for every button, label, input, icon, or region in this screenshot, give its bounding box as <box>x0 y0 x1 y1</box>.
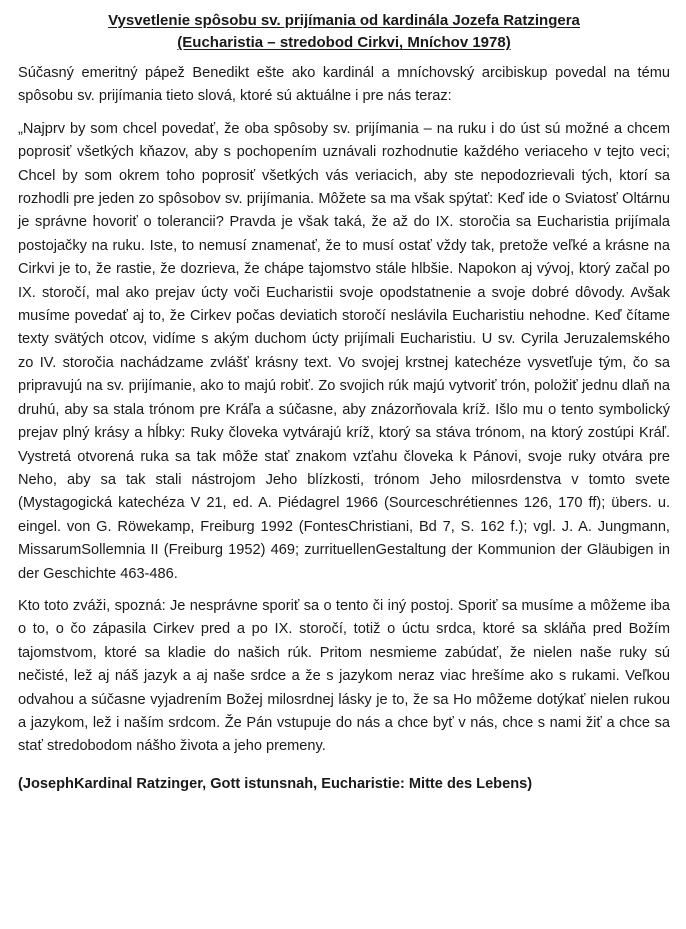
quote-paragraph: „Najprv by som chcel povedať, že oba spôsoby sv. prijímania – na ruku i do úst sú možné a chcem poprosiť všetkých kňazov, aby s pochopením uznávali rozhodnutie každého veriaceho v tejto veci; Chcel by som okrem toho poprosiť všetkých vás veriacich, aby ste nepodozrievali tých, ktorí sa rozhodli pre jeden zo spôsobov sv. prijímania. Môžete sa ma však spýtať: Keď ide o Sviatosť Oltárnu je správne hovoriť o tolerancii? Pravda je však taká, že až do IX. storočia sa Eucharistia prijímala postojačky na ruku. Iste, to nemusí znamenať, že to musí ostať vždy tak, pretože veľké a krásne na Cirkvi je to, že rastie, že dozrieva, že chápe tajomstvo stále hlbšie. Napokon aj vývoj, ktorý začal po IX. storočí, mal ako prejav úcty voči Eucharistii svoje opodstatnenie a svoje dobré dôvody. Avšak musíme povedať aj to, že Cirkev počas deviatich storočí neslávila Eucharistiu nehodne. Keď čítame texty svätých otcov, vidíme s akým duchom úcty prijímali Eucharistiu. U sv. Cyrila Jeruzalemského zo IV. storočia nachádzame zvlášť krásny text. Vo svojej krstnej katechéze vysvetľuje tým, čo sa pripravujú na sv. prijímanie, ako to majú robiť. Zo svojich rúk majú vytvoriť trón, položiť jednu dlaň na druhú, aby sa stala trónom pre Kráľa a súčasne, aby znázorňovala kríž. Išlo mu o tento symbolický prejav plný krásy a hĺbky: Ruky človeka vytvárajú kríž, ktorý sa stáva trónom, na ktorý zostúpi Kráľ. Vystretá otvorená ruka sa tak môže stať znakom vzťahu človeka k Pánovi, svoje ruky otvára pre Neho, aby sa tak stali nástrojom Jeho blízkosti, trónom Jeho milosrdenstva v tomto svete (Mystagogická katechéza V 21, ed. A. Piédagrel 1966 (Sourceschrétiennes 126, 170 ff); übers. u. eingel. von G. Röwekamp, Freiburg 1992 (FontesChristiani, Bd 7, S. 162 f.); vgl. J. A. Jungmann, MissarumSollemnia II (Freiburg 1952) 469; zurrituellenGestaltung der Kommunion der Gläubigen in der Geschichte 463-486. <box>18 120 670 582</box>
title-line-2: (Eucharistia – stredobod Cirkvi, Mníchov 1978) <box>177 34 511 51</box>
intro-paragraph: Súčasný emeritný pápež Benedikt ešte ako kardinál a mníchovský arcibiskup povedal na tému spôsobu sv. prijímania tieto slová, ktoré sú aktuálne i pre nás teraz: <box>18 65 670 105</box>
title-line-1: Vysvetlenie spôsobu sv. prijímania od kardinála Jozefa Ratzingera <box>108 12 580 29</box>
closing-paragraph: Kto toto zváži, spozná: Je nesprávne sporiť sa o tento či iný postoj. Sporiť sa musíme a môžeme iba o to, o čo zápasila Cirkev pred a po IX. storočí, totiž o úctu srdca, ktoré sa skláňa pred Božím tajomstvom, ktoré sa kladie do našich rúk. Pritom nesmieme zabúdať, že nielen naše ruky sú nečisté, lež aj náš jazyk a aj naše srdce a že s jazykom neraz viac hrešíme ako s rukami. Veľkou odvahou a súčasne vyjadrením Božej milosrdnej lásky je to, že sa Ho môžeme dotýkať nielen rukou a jazykom, lež i naším srdcom. Že Pán vstupuje do nás a chce byť v nás, chce s nami žiť a chce sa stať stredobodom nášho života a jeho premeny. <box>18 597 670 755</box>
document-title <box>18 10 670 54</box>
source-citation: (JosephKardinal Ratzinger, Gott istunsnah, Eucharistie: Mitte des Lebens) <box>18 775 533 792</box>
document-page <box>18 10 670 809</box>
